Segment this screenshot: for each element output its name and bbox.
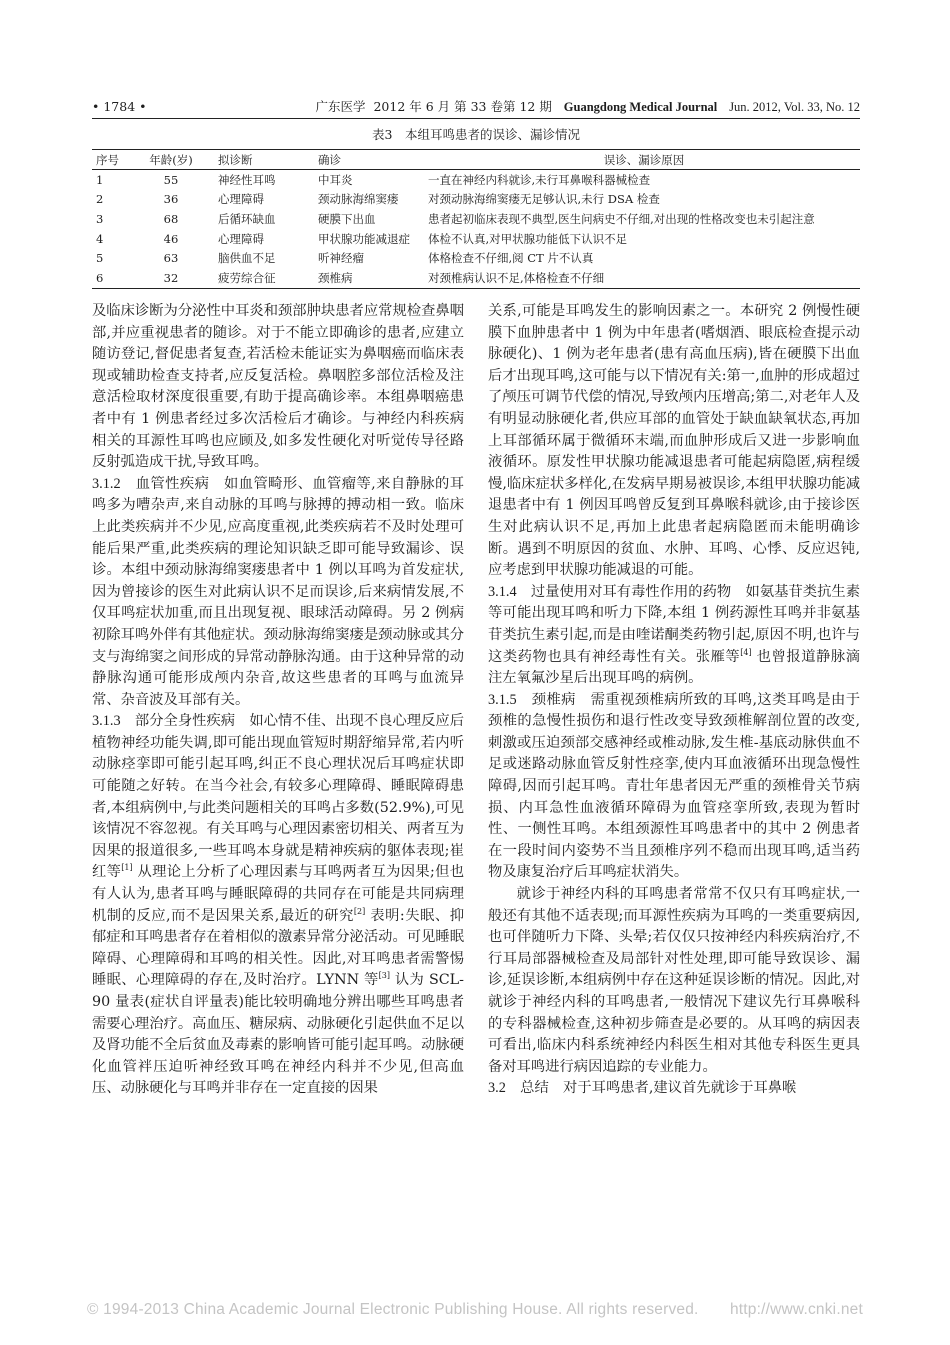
table-row <box>92 248 860 268</box>
table-cell: 听神经瘤 <box>318 251 364 266</box>
section-text: 认为 SCL-90 量表(症状自评量表)能比较明确地分辨出哪些耳鸣患者需要心理治疗。高血压、糖尿病、动脉硬化引起供血不足以及肾功能不全后贫血及毒素的影响皆可能引起耳鸣。动脉硬化血管袢压迫听神经致耳鸣在神经内科并不少见,但高血压、动脉硬化与耳鸣并非存在一定直接的因果 <box>92 972 464 1097</box>
table-cell: 5 <box>96 251 104 266</box>
table-header-cell: 误诊、漏诊原因 <box>428 150 860 170</box>
section-3-1-4 <box>488 582 860 690</box>
copyright-footer: © 1994-2013 China Academic Journal Electronic Publishing House. All rights reserved. http://www.cnki.net <box>87 1301 863 1318</box>
journal-name-en: Guangdong Medical Journal <box>563 100 718 114</box>
right-column <box>488 301 860 1201</box>
table-cell: 心理障碍 <box>218 231 264 246</box>
table-cell: 硬膜下出血 <box>318 211 376 226</box>
section-text: 如氨基苷类抗生素等可能出现耳鸣和听力下降,本组 1 例药源性耳鸣并非氨基苷类抗生素引起,而是由喹诺酮类药物引起,原因不明,也许与这类药物也具有神经毒性有关。张雁等 <box>488 583 860 665</box>
citation-ref: [3] <box>378 971 390 981</box>
table-cell: 中耳炎 <box>318 172 353 187</box>
table-cell: 心理障碍 <box>218 192 264 207</box>
issue-cn: 2012 年 6 月 第 33 卷第 12 期 <box>373 99 552 114</box>
table-cell: 4 <box>96 231 104 246</box>
section-text: 如心情不佳、出现不良心理反应后植物神经功能失调,即可能出现血管短时期舒缩异常,若内听动脉痉挛即可能引起耳鸣,纠正不良心理状况后耳鸣症状即可能随之好转。在当今社会,有较多心理障碍、睡眠障碍患者,本组病例中,与此类问题相关的耳鸣占多数(52.9%),可见该情况不容忽视。有关耳鸣与心理因素密切相关、两者互为因果的报道很多,一些耳鸣本身就是精神疾病的躯体表现;崔红等 <box>92 713 464 881</box>
table-cell: 一直在神经内科就诊,未行耳鼻喉科器械检查 <box>428 172 651 187</box>
paragraph: 及临床诊断为分泌性中耳炎和颈部肿块患者应常规检查鼻咽部,并应重视患者的随诊。对于不能立即确诊的患者,应建立随访登记,督促患者复查,若活检未能证实为鼻咽癌而临床表现或辅助检查支持者,应反复活检。鼻咽腔多部位活检及注意活检取材深度很重要,有助于提高确诊率。本组鼻咽癌患者中有 1 例患者经过多次活检后才确诊。与神经内科疾病相关的耳源性耳鸣也应顾及,如多发性硬化对听觉传导径路反射弧造成干扰,导致耳鸣。 <box>92 303 464 471</box>
running-title <box>316 96 861 118</box>
running-header <box>92 96 860 118</box>
table-cell: 对颈动脉海绵窦瘘无足够认识,未行 DSA 检查 <box>428 192 660 207</box>
table-header-cell: 年龄(岁) <box>140 150 202 170</box>
section-heading: 3.2 总结 <box>488 1080 549 1097</box>
citation-ref: [2] <box>353 906 366 916</box>
table-cell: 68 <box>163 211 179 226</box>
table-row <box>92 268 860 288</box>
journal-name-cn: 广东医学 <box>315 99 366 114</box>
table-cell: 1 <box>96 172 104 187</box>
table-cell: 颈椎病 <box>310 268 428 288</box>
section-3-1-2 <box>92 474 464 712</box>
citation-ref: [1] <box>121 863 133 873</box>
section-heading: 3.1.5 颈椎病 <box>488 691 576 708</box>
section-heading: 3.1.4 过量使用对耳有毒性作用的药物 <box>488 583 732 600</box>
table-cell: 颈动脉海绵窦瘘 <box>318 192 399 207</box>
table-cell: 46 <box>163 231 179 246</box>
table-cell: 6 <box>92 268 140 288</box>
table-cell: 体检不认真,对甲状腺功能低下认识不足 <box>428 231 628 246</box>
table-cell: 32 <box>140 268 202 288</box>
table-header-cell: 拟诊断 <box>202 150 310 170</box>
section-3-1-5 <box>488 690 860 884</box>
misdiagnosis-table <box>92 149 860 289</box>
table-cell: 对颈椎病认识不足,体格检查不仔细 <box>428 268 860 288</box>
header-rule <box>92 118 860 119</box>
page-number: • 1784 • <box>92 99 147 114</box>
section-heading: 3.1.3 部分全身性疾病 <box>92 713 236 730</box>
section-text: 如血管畸形、血管瘤等,来自静脉的耳鸣多为嘈杂声,来自动脉的耳鸣与脉搏的搏动相一致。临床上此类疾病并不少见,应高度重视,此类疾病若不及时处理可能后果严重,此类疾病的理论知识缺乏即可能导致漏诊、误诊。本组中颈动脉海绵窦瘘患者中 1 例以耳鸣为首发症状,因为曾接诊的医生对此病认识不足而误诊,后来病情发展,不仅耳鸣症状加重,而且出现复视、眼球活动障碍。另 2 例病初除耳鸣外伴有其他症状。颈动脉海绵窦瘘是颈动脉或其分支与海绵窦之间形成的异常动静脉沟通。由于这种异常的动静脉沟通可能形成颅内杂音,故这些患者的耳鸣与血流异常、杂音波及耳部有关。 <box>92 475 464 708</box>
paragraph: 关系,可能是耳鸣发生的影响因素之一。本研究 2 例慢性硬膜下血肿患者中 1 例为中年患者(嗜烟酒、眼底检查提示动脉硬化)、1 例为老年患者(患有高血压病),皆在硬膜下出血后才出现耳鸣,这可能与以下情况有关:第一,血肿的形成超过了颅压可调节代偿的情况,导致颅内压增高;第二,对老年人及有明显动脉硬化者,供应耳部的血管处于缺血缺氧状态,再加上耳部循环属于微循环末端,而血肿形成后又进一步影响血液循环。原发性甲状腺功能减退患者可能起病隐匿,病程缓慢,临床症状多样化,在发病早期易被误诊,本组甲状腺功能减退患者中有 1 例因耳鸣曾反复到耳鼻喉科就诊,由于接诊医生对此病认识不足,再加上此患者起病隐匿而未能明确诊断。遇到不明原因的贫血、水肿、耳鸣、心悸、反应迟钝,应考虑到甲状腺功能减退的可能。 <box>488 303 860 579</box>
section-heading: 3.1.2 血管性疾病 <box>92 475 210 492</box>
table-header-cell: 确诊 <box>310 150 428 170</box>
table-header-cell: 序号 <box>92 150 140 170</box>
table-cell: 疲劳综合征 <box>202 268 310 288</box>
left-column <box>92 301 464 1201</box>
table-cell: 2 <box>96 192 104 207</box>
table-row <box>92 209 860 229</box>
table-cell: 患者起初临床表现不典型,医生问病史不仔细,对出现的性格改变也未引起注意 <box>428 211 815 226</box>
table-cell: 36 <box>163 192 179 207</box>
section-3-1-3 <box>92 711 464 1100</box>
table-cell: 后循环缺血 <box>218 211 276 226</box>
section-text: 也曾报道静脉滴注左氧氟沙星后出现耳鸣的病例。 <box>488 648 860 687</box>
table-cell: 脑供血不足 <box>218 251 276 266</box>
table-row <box>92 190 860 210</box>
table-cell: 3 <box>96 211 104 226</box>
section-text: 从理论上分析了心理因素与耳鸣两者互为因果;但也有人认为,患者耳鸣与睡眠障碍的共同存在可能是共同病理机制的反应,而不是因果关系,最近的研究 <box>92 864 464 924</box>
paragraph: 就诊于神经内科的耳鸣患者常常不仅只有耳鸣症状,一般还有其他不适表现;而耳源性疾病为耳鸣的一类重要病因,也可伴随听力下降、头晕;若仅仅只按神经内科疾病治疗,不行耳局部器械检查及局部针对性处理,即可能导致误诊、漏诊,延误诊断,本组病例中存在这种延误诊断的情况。因此,对就诊于神经内科的耳鸣患者,一般情况下建议先行耳鼻喉科的专科器械检查,这种初步筛查是必要的。从耳鸣的病因表可看出,临床内科系统神经内科医生相对其他专科医生更具备对耳鸣进行病因追踪的专业能力。 <box>488 886 860 1075</box>
section-text: 需重视颈椎病所致的耳鸣,这类耳鸣是由于颈椎的急慢性损伤和退行性改变导致颈椎解剖位置的改变,刺激或压迫颈部交感神经或椎动脉,发生椎-基底动脉供血不足或迷路动脉血管反射性痉挛,使内耳血液循环出现急慢性障碍,因而引起耳鸣。青壮年患者因无严重的颈椎骨关节病损、内耳急性血液循环障碍为血管痉挛所致,表现为暂时性、一侧性耳鸣。本组颈源性耳鸣患者中的其中 2 例患者在一段时间内姿势不当且颈椎序列不稳而出现耳鸣,适当药物及康复治疗后耳鸣症状消失。 <box>488 691 860 881</box>
issue-en: Jun. 2012, Vol. 33, No. 12 <box>729 100 860 114</box>
table-row <box>92 229 860 249</box>
section-text: 表明:失眠、抑郁症和耳鸣患者存在着相似的激素异常分泌活动。可见睡眠障碍、心理障碍和耳鸣的相关性。因此,对耳鸣患者需警惕睡眠、心理障碍的存在,及时治疗。LYNN 等 <box>92 907 464 989</box>
table-cell: 55 <box>163 172 179 187</box>
table-row <box>92 170 860 190</box>
table-caption: 表3 本组耳鸣患者的误诊、漏诊情况 <box>372 127 580 142</box>
section-3-2 <box>488 1078 860 1100</box>
table-cell: 神经性耳鸣 <box>218 172 276 187</box>
table-header-row <box>92 150 860 170</box>
table-cell: 63 <box>163 251 179 266</box>
table-cell: 体格检查不仔细,阅 CT 片不认真 <box>428 251 594 266</box>
citation-ref: [4] <box>740 647 752 657</box>
section-text: 对于耳鸣患者,建议首先就诊于耳鼻喉 <box>548 1080 797 1097</box>
table-cell: 甲状腺功能减退症 <box>318 231 410 246</box>
